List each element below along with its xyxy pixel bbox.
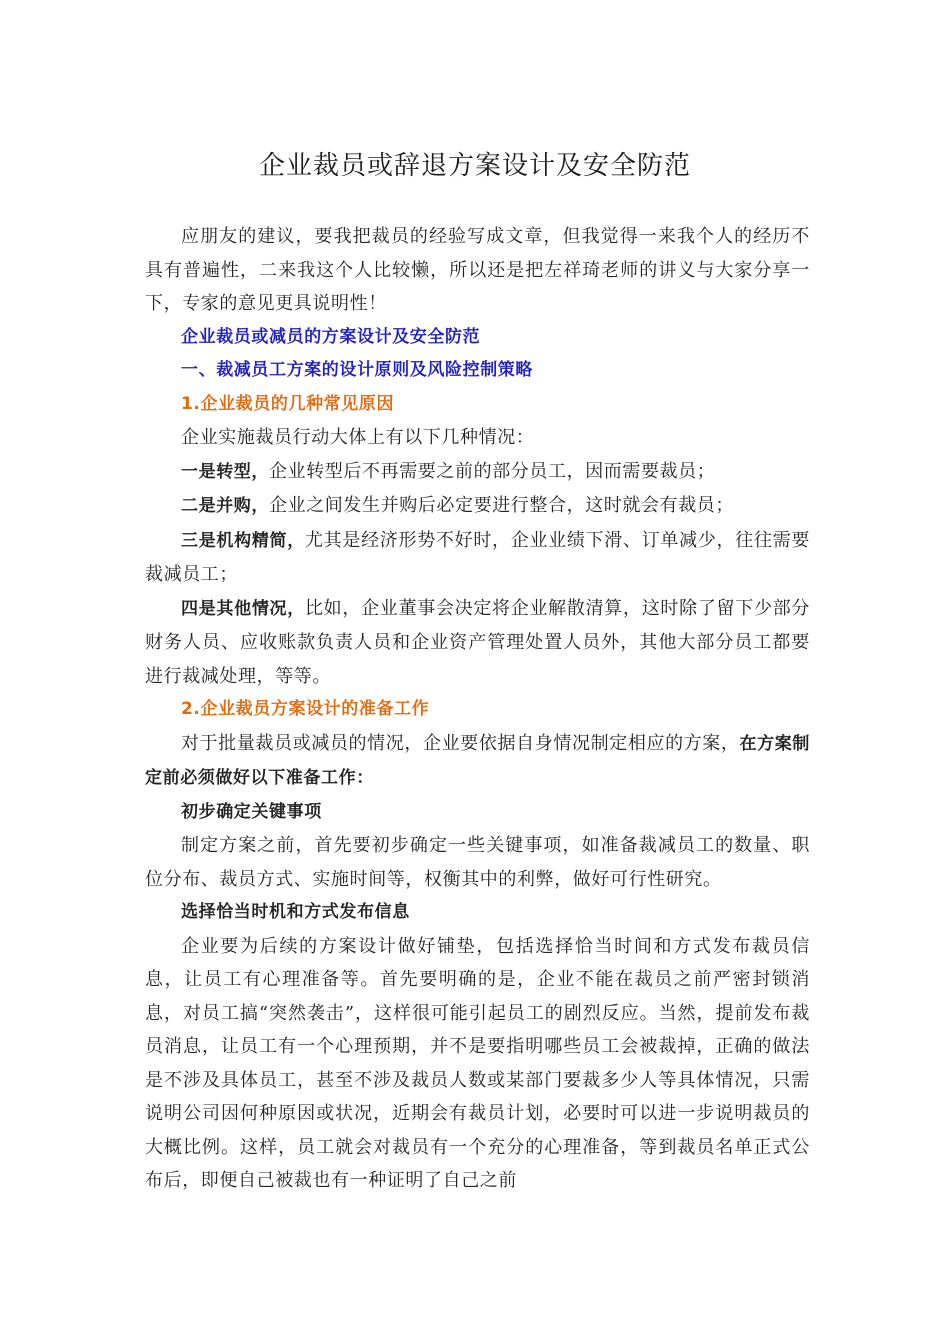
reason-2 [145, 489, 810, 524]
reason-1-label: 一是转型， [181, 461, 269, 482]
subheading-2: 2.企业裁员方案设计的准备工作 [181, 699, 430, 719]
reasons-intro: 企业实施裁员行动大体上有以下几种情况： [181, 427, 535, 448]
reason-2-text: 企业之间发生并购后必定要进行整合，这时就会有裁员； [269, 495, 734, 516]
reason-3 [145, 524, 810, 592]
section-heading-1: 一、裁减员工方案的设计原则及风险控制策略 [181, 360, 533, 380]
step-2-paragraph: 企业要为后续的方案设计做好铺垫，包括选择恰当时间和方式发布裁员信息，让员工有心理准备等。首先要明确的是，企业不能在裁员之前严密封锁消息，对员工搞“突然袭击”，这样很可能引起员工的剧烈反应。当然，提前发布裁员消息，让员工有一个心理预期，并不是要指明哪些员工会被裁掉，正确的做法是不涉及具体员工，甚至不涉及裁员人数或某部门要裁多少人等具体情况，只需说明公司因何种原因或状况，近期会有裁员计划，必要时可以进一步说明裁员的大概比例。这样，员工就会对裁员有一个充分的心理准备，等到裁员名单正式公布后，即便自己被裁也有一种证明了自己之前 [145, 935, 810, 1191]
step-2-heading: 选择恰当时机和方式发布信息 [181, 902, 410, 922]
page-title: 企业裁员或辞退方案设计及安全防范 [258, 151, 691, 181]
main-heading: 企业裁员或减员的方案设计及安全防范 [181, 326, 481, 347]
step-1-heading: 初步确定关键事项 [181, 801, 322, 822]
reason-4-label: 四是其他情况， [181, 598, 305, 619]
reason-4-text: 比如，企业董事会决定将企业解散清算，这时除了留下少部分财务人员、应收账款负责人员和企业资产管理处置人员外，其他大部分员工都要进行裁减处理，等等。 [145, 597, 810, 687]
document-body [145, 220, 810, 1198]
prep-paragraph [145, 727, 810, 796]
reason-2-label: 二是并购， [181, 496, 269, 516]
prep-text: 对于批量裁员或减员的情况，企业要依据自身情况制定相应的方案， [181, 732, 740, 754]
reason-3-label: 三是机构精简， [181, 530, 305, 551]
reason-3-text: 尤其是经济形势不好时，企业业绩下滑、订单减少，往往需要裁减员工； [145, 529, 810, 585]
reason-1 [145, 455, 810, 490]
step-1-paragraph: 制定方案之前，首先要初步确定一些关键事项，如准备裁减员工的数量、职位分布、裁员方式、实施时间等，权衡其中的利弊，做好可行性研究。 [145, 835, 810, 890]
prep-bold: 在方案制定前必须做好以下准备工作： [145, 733, 811, 788]
reason-4 [145, 592, 810, 694]
subheading-1: 1.企业裁员的几种常见原因 [181, 393, 395, 414]
intro-paragraph: 应朋友的建议，要我把裁员的经验写成文章，但我觉得一来我个人的经历不具有普遍性，二来我这个人比较懒，所以还是把左祥琦老师的讲义与大家分享一下，专家的意见更具说明性！ [145, 226, 810, 314]
reason-1-text: 企业转型后不再需要之前的部分员工，因而需要裁员； [269, 460, 716, 482]
